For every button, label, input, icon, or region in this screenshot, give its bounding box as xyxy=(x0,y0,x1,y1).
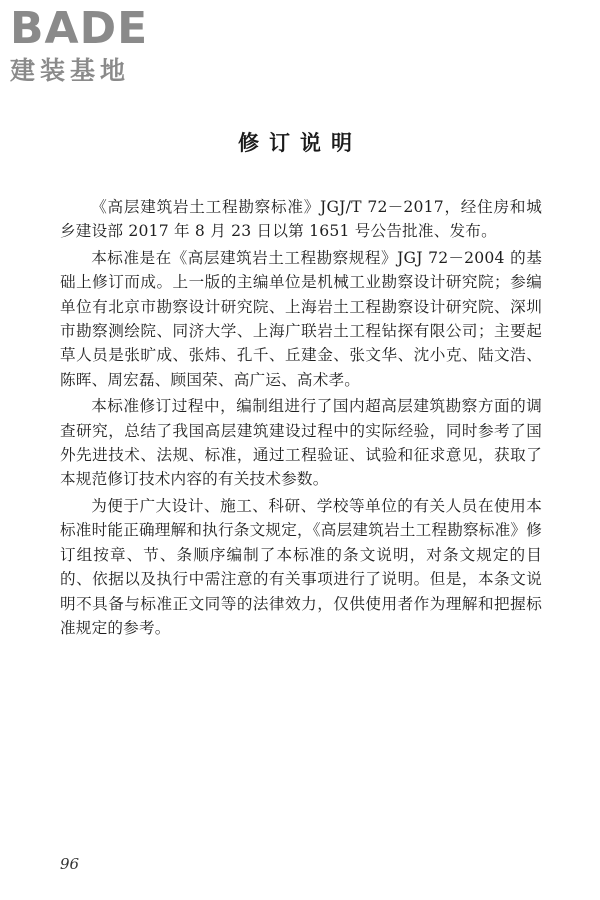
paragraph-explanation-purpose: 为便于广大设计、施工、科研、学校等单位的有关人员在使用本标准时能正确理解和执行条文规定，《高层建筑岩土工程勘察标准》修订组按章、节、条顺序编制了本标准的条文说明，对条文规定的目的、依据以及执行中需注意的有关事项进行了说明。但是，本条文说明不具备与标准正文同等的法律效力，仅供使用者作为理解和把握标准规定的参考。 xyxy=(60,496,542,637)
page-number: 96 xyxy=(60,855,80,873)
document-body xyxy=(60,195,542,642)
bade-logo xyxy=(10,3,185,86)
paragraph-revision-basis: 本标准是在《高层建筑岩土工程勘察规程》JGJ 72－2004 的基础上修订而成。上一版的主编单位是机械工业勘察设计研究院；参编单位有北京市勘察设计研究院、上海岩土工程勘察设计研究院、深圳市勘察测绘院、同济大学、上海广联岩土工程钻探有限公司；主要起草人员是张旷成、张炜、孔千、丘建金、张文华、沈小克、陆文浩、陈晖、周宏磊、顾国荣、高广运、高术孝。 xyxy=(60,248,542,389)
logo-subtitle: 建装基地 xyxy=(10,56,131,85)
paragraph-revision-process: 本标准修订过程中，编制组进行了国内超高层建筑勘察方面的调查研究，总结了我国高层建筑建设过程中的实际经验，同时参考了国外先进技术、法规、标准，通过工程验证、试验和征求意见，获取了本规范修订技术内容的有关技术参数。 xyxy=(60,397,542,489)
paragraph-approval: 《高层建筑岩土工程勘察标准》JGJ/T 72－2017，经住房和城乡建设部 2017 年 8 月 23 日以第 1651 号公告批准、发布。 xyxy=(60,198,542,241)
logo-wordmark: BADE xyxy=(10,3,149,54)
page-title: 修订说明 xyxy=(238,131,362,155)
